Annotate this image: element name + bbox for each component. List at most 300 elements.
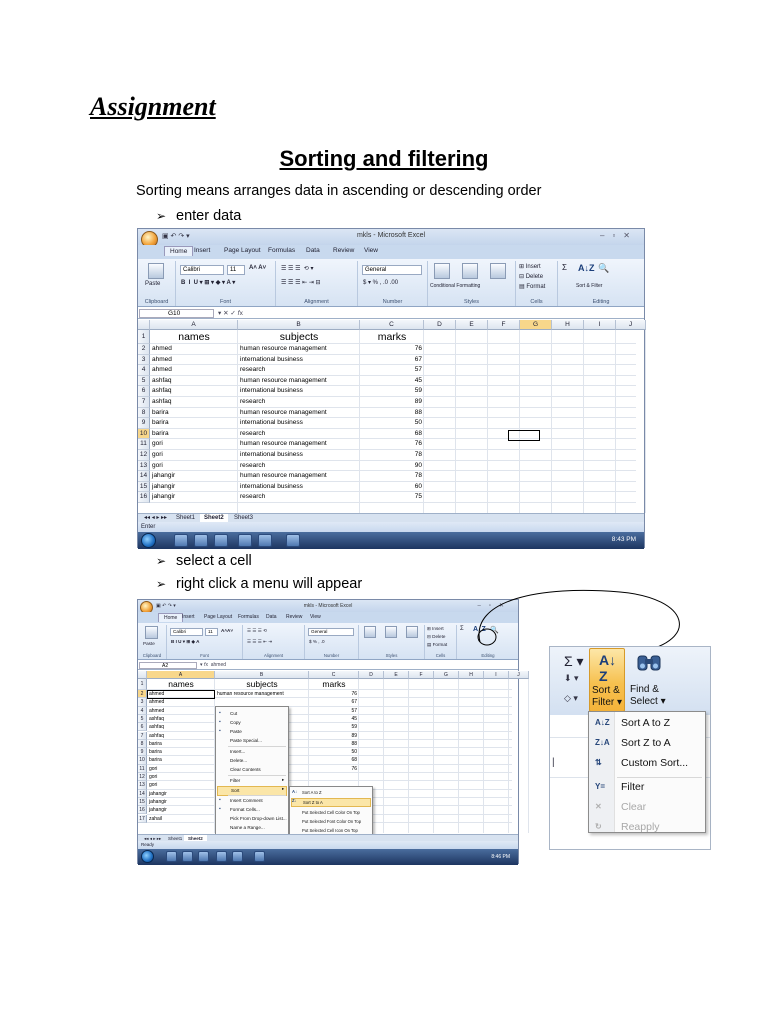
context-item-filter[interactable]: Filter (230, 778, 241, 783)
taskbar-word-icon[interactable] (232, 851, 243, 862)
cell-subject[interactable]: research (240, 493, 266, 501)
autosum-icon[interactable]: Σ (460, 626, 464, 632)
align-top-buttons[interactable]: ☰ ☰ ☰ ⟲ (247, 628, 268, 633)
row-header[interactable]: 7 (138, 397, 150, 408)
cell-marks[interactable]: 68 (414, 429, 422, 437)
context-item-copy[interactable]: Copy (230, 720, 241, 725)
sort-az-icon: A↓ Z (599, 652, 617, 684)
tab-insert[interactable]: Insert (182, 614, 195, 620)
name-box[interactable]: G10 (139, 309, 214, 318)
cell-name[interactable]: ashfaq (149, 715, 165, 722)
row-header[interactable]: 14 (138, 471, 150, 482)
group-label-styles: Styles (385, 653, 398, 658)
number-format-select[interactable]: General (308, 628, 354, 636)
cell-subject[interactable]: research (240, 398, 266, 405)
window-controls[interactable]: –▫✕ (600, 231, 638, 240)
bullet-enter-data: ➢ enter data (156, 208, 242, 224)
find-select-icon[interactable]: 🔍 (598, 263, 610, 273)
format-cells-button[interactable]: ▤ Format (427, 642, 448, 647)
sheet-tab-1[interactable]: Sheet1 (168, 836, 183, 841)
row-header[interactable]: 4 (138, 365, 150, 376)
taskbar-excel-icon[interactable] (254, 851, 265, 862)
status-bar (138, 841, 518, 849)
conditional-formatting-label: Conditional Formatting (430, 283, 481, 289)
tab-home[interactable]: Home (158, 613, 183, 622)
context-item-paste[interactable]: Paste (230, 729, 242, 734)
cell-subject[interactable]: international business (240, 355, 303, 363)
column-header-h[interactable]: H (552, 320, 584, 330)
cell-name[interactable]: gori (152, 461, 163, 469)
row-header[interactable]: 15 (138, 798, 147, 806)
submenu-arrow-icon: ▸ (282, 777, 285, 782)
column-header-i[interactable]: I (584, 320, 616, 330)
row-header[interactable]: 2 (138, 690, 147, 698)
sort-filter-menu-item: Clear (621, 801, 647, 813)
cell-name[interactable]: barira (152, 408, 169, 416)
menu-separator (228, 746, 286, 747)
column-header-i[interactable]: I (484, 671, 509, 679)
cell-subject[interactable]: international business (240, 387, 303, 395)
column-header-a[interactable]: A (147, 671, 215, 679)
sort-filter-menu-item[interactable]: Filter (621, 781, 645, 793)
cell-marks[interactable]: 57 (351, 707, 357, 714)
column-header-b[interactable]: B (238, 320, 360, 330)
format-as-table-icon[interactable] (385, 626, 397, 638)
cell-name[interactable]: ahmed (152, 355, 172, 363)
taskbar-word-icon[interactable] (258, 534, 272, 547)
sort-filter-button[interactable] (589, 648, 625, 712)
menu-separator (228, 795, 286, 796)
cell-subject[interactable]: human resource management (240, 345, 327, 352)
binoculars-icon[interactable] (636, 652, 662, 672)
start-button-icon[interactable] (141, 850, 154, 863)
column-title-subjects[interactable]: subjects (279, 331, 319, 343)
row-header[interactable]: 15 (138, 482, 150, 493)
active-cell-g10[interactable] (508, 430, 540, 441)
cell-marks[interactable]: 59 (351, 724, 357, 731)
context-item-name-a-range[interactable]: Name a Range... (230, 825, 265, 830)
cell-marks[interactable]: 76 (351, 691, 357, 697)
find-select-icon[interactable]: 🔍 (490, 627, 499, 634)
row-header[interactable]: 12 (138, 773, 147, 781)
spreadsheet-grid[interactable] (138, 320, 636, 513)
taskbar-app-icon[interactable] (216, 851, 227, 862)
cell-marks[interactable]: 60 (414, 482, 422, 490)
cell-name[interactable]: jahangir (149, 798, 167, 805)
column-gridline (487, 330, 488, 513)
window-title: mkls - Microsoft Excel (356, 232, 426, 239)
column-header-b[interactable]: B (215, 671, 309, 679)
editing-group (457, 625, 519, 659)
taskbar-folder-icon[interactable] (198, 851, 209, 862)
cell-name[interactable]: ahmed (149, 691, 165, 697)
formula-bar (138, 308, 644, 319)
cell-marks[interactable]: 45 (351, 715, 357, 722)
start-button-icon[interactable] (141, 533, 156, 548)
group-label-font: Font (200, 653, 209, 658)
column-header-f[interactable]: F (488, 320, 520, 330)
tab-data[interactable]: Data (266, 614, 277, 620)
cell-subject[interactable]: human resource management (240, 376, 327, 384)
column-gridline (583, 330, 584, 513)
find-select-label-1[interactable]: Find & (630, 684, 659, 695)
cell-marks[interactable]: 50 (414, 419, 422, 427)
grow-font-button[interactable]: A˄ A˅ (249, 265, 267, 271)
cell-name[interactable]: gori (152, 451, 163, 458)
cell-subject[interactable]: research (240, 366, 266, 374)
sheet-tabs (138, 834, 518, 841)
font-group (167, 625, 243, 659)
font-size-select[interactable]: 11 (227, 265, 245, 275)
row-header[interactable]: 13 (138, 461, 150, 472)
tab-page-layout[interactable]: Page Layout (204, 614, 233, 620)
select-all-corner[interactable] (138, 671, 147, 679)
cell-marks[interactable]: 89 (414, 398, 422, 405)
row-header[interactable]: 12 (138, 450, 150, 461)
row-header[interactable]: 10 (138, 429, 150, 440)
column-title-subjects[interactable]: subjects (246, 679, 278, 689)
column-header-j[interactable]: J (616, 320, 646, 330)
insert-cells-button[interactable]: ⊞ Insert (519, 264, 541, 270)
column-header-f[interactable]: F (409, 671, 434, 679)
ribbon (138, 623, 518, 660)
sort-submenu-item-sort-a-to-z[interactable]: Sort A to Z (302, 790, 322, 795)
cell-name[interactable]: jahangir (152, 482, 176, 490)
row-header[interactable]: 11 (138, 439, 150, 450)
tab-page-layout[interactable]: Page Layout (224, 247, 261, 254)
taskbar-media-icon[interactable] (194, 534, 208, 547)
tab-review[interactable]: Review (286, 614, 303, 620)
taskbar-excel-icon[interactable] (286, 534, 300, 547)
cell-name[interactable]: gori (149, 765, 158, 772)
format-as-table-icon[interactable] (462, 263, 478, 279)
context-item-pick-from-drop-down-list[interactable]: Pick From Drop-down List... (230, 816, 287, 821)
column-gridline (423, 330, 424, 513)
cell-name[interactable]: ashfaq (149, 732, 165, 739)
background-cell-edge: | (552, 757, 555, 768)
fx-icon[interactable]: ▾ ✕ ✓ 𝑓x (218, 310, 243, 317)
select-all-corner[interactable] (138, 320, 150, 330)
font-name-select[interactable]: Calibri (170, 628, 203, 636)
cell-name[interactable]: zahail (149, 815, 163, 822)
cell-name[interactable]: gori (149, 782, 158, 789)
sheet-tab-2[interactable]: Sheet2 (184, 835, 207, 842)
cell-marks[interactable]: 89 (351, 732, 357, 739)
group-label-font: Font (219, 299, 231, 305)
sort-submenu-item-sort-z-to-a[interactable]: Sort Z to A (291, 798, 371, 807)
column-gridline (458, 679, 459, 833)
context-item-insert[interactable]: Insert... (230, 749, 246, 754)
sheet-nav-arrows[interactable]: ◂◂ ◂ ▸ ▸▸ (144, 836, 162, 841)
arrow-bullet-icon: ➢ (156, 554, 167, 568)
column-header-g[interactable]: G (520, 320, 552, 330)
menu-separator (617, 777, 702, 778)
delete-cells-button[interactable]: ⊟ Delete (427, 634, 446, 639)
column-gridline (237, 330, 238, 513)
row-header[interactable]: 8 (138, 740, 147, 748)
tab-insert[interactable]: Insert (194, 247, 211, 254)
column-gridline (508, 679, 509, 833)
taskbar-ie-icon[interactable] (174, 534, 188, 547)
sort-filter-menu-item[interactable]: Sort Z to A (621, 737, 671, 749)
sheet-tab-3[interactable]: Sheet3 (234, 515, 254, 521)
clipboard-group (138, 625, 167, 659)
tab-formulas[interactable]: Formulas (268, 247, 296, 254)
paste-icon[interactable] (145, 626, 158, 639)
grow-font-button[interactable]: A˄A˅ (221, 628, 234, 633)
cell-marks[interactable]: 45 (414, 376, 422, 384)
cell-subject[interactable]: human resource management (240, 408, 327, 416)
tab-view[interactable]: View (310, 614, 321, 620)
row-header[interactable]: 2 (138, 344, 150, 355)
tab-formulas[interactable]: Formulas (238, 614, 259, 620)
cell-marks[interactable]: 67 (414, 355, 422, 363)
context-item-clear-contents[interactable]: Clear Contents (230, 767, 261, 772)
row-header[interactable]: 7 (138, 732, 147, 740)
cell-marks[interactable]: 50 (351, 749, 357, 756)
cell-name[interactable]: ashfaq (152, 398, 172, 405)
window-controls[interactable]: –▫✕ (477, 603, 512, 609)
sort-ascending-icon: A↓Z (595, 718, 610, 727)
title-bar (138, 600, 518, 612)
find-select-label-2[interactable]: Select ▾ (630, 696, 666, 707)
taskbar-media-icon[interactable] (182, 851, 193, 862)
column-header-a[interactable]: A (150, 320, 238, 330)
paste-label: Paste (145, 281, 161, 287)
taskbar-app-icon[interactable] (238, 534, 252, 547)
group-label-number: Number (323, 653, 340, 658)
column-gridline (455, 330, 456, 513)
sort-submenu-item-put-selected-cell-icon-on-top[interactable]: Put Selected Cell Icon On Top (302, 828, 358, 833)
tab-view[interactable]: View (364, 247, 378, 254)
currency-buttons[interactable]: $ ▾ % , .0 .00 (363, 280, 399, 286)
row-header[interactable]: 9 (138, 748, 147, 756)
fill-icon[interactable]: ⬇ ▾ (564, 673, 579, 683)
cell-subject[interactable]: research (240, 429, 266, 437)
cell-marks[interactable]: 88 (414, 408, 422, 416)
column-header-e[interactable]: E (384, 671, 409, 679)
cell-subject[interactable]: international business (240, 451, 303, 458)
cell-name[interactable]: jahangir (152, 493, 176, 501)
conditional-formatting-icon[interactable] (434, 263, 450, 279)
cell-name[interactable]: ashfaq (152, 387, 172, 395)
row-header[interactable]: 3 (138, 355, 150, 366)
row-header[interactable]: 5 (138, 376, 150, 387)
context-item-delete[interactable]: Delete... (230, 758, 248, 763)
context-item-insert-comment[interactable]: Insert Comment (230, 798, 263, 803)
cell-name[interactable]: ashfaq (149, 724, 165, 731)
cell-name[interactable]: barira (149, 749, 162, 756)
sheet-tab-2[interactable]: Sheet2 (200, 514, 228, 523)
font-size-select[interactable]: 11 (205, 628, 218, 636)
cell-name[interactable]: ashfaq (152, 376, 172, 384)
column-title-names[interactable]: names (178, 331, 210, 343)
insert-cells-button[interactable]: ⊞ Insert (427, 626, 444, 631)
column-header-j[interactable]: J (509, 671, 529, 679)
tab-review[interactable]: Review (333, 247, 355, 254)
name-box[interactable]: A2 (139, 662, 197, 669)
autosum-icon[interactable]: Σ ▾ (564, 653, 584, 669)
row-header[interactable]: 14 (138, 790, 147, 798)
cell-marks[interactable]: 67 (351, 699, 357, 706)
row-header[interactable]: 17 (138, 815, 147, 823)
taskbar-ie-icon[interactable] (166, 851, 177, 862)
column-header-c[interactable]: C (360, 320, 424, 330)
group-label-styles: Styles (464, 299, 479, 305)
cell-subject[interactable]: human resource management (217, 691, 284, 697)
cell-marks[interactable]: 88 (351, 740, 357, 747)
sheet-tab-1[interactable]: Sheet1 (176, 515, 196, 521)
sort-filter-icon[interactable]: A↓Z (473, 626, 486, 633)
row-header[interactable]: 5 (138, 715, 147, 723)
font-name-select[interactable]: Calibri (180, 265, 224, 275)
ribbon-tabs (138, 245, 644, 259)
column-gridline (645, 330, 646, 513)
intro-text: Sorting means arranges data in ascending or descending order (136, 183, 542, 199)
delete-cells-button[interactable]: ⊟ Delete (519, 274, 544, 280)
column-header-c[interactable]: C (309, 671, 359, 679)
column-title-names[interactable]: names (168, 679, 194, 689)
font-group (176, 261, 276, 306)
cell-name[interactable]: ahmed (149, 699, 165, 706)
row-header[interactable]: 3 (138, 698, 147, 706)
row-header[interactable]: 1 (138, 330, 150, 344)
conditional-formatting-icon[interactable] (364, 626, 376, 638)
row-header[interactable]: 16 (138, 492, 150, 503)
cell-name[interactable]: barira (149, 740, 162, 747)
sort-filter-dropdown-menu (588, 711, 706, 833)
cell-name[interactable]: jahangir (149, 790, 167, 797)
cell-marks[interactable]: 78 (414, 451, 422, 458)
cell-name[interactable]: barira (152, 419, 169, 427)
menu-icon-strip (589, 712, 615, 832)
bullet-right-click: ➢ right click a menu will appear (156, 576, 363, 592)
cell-name[interactable]: barira (149, 757, 162, 764)
cell-subject[interactable]: human resource management (240, 440, 327, 448)
sort-submenu-item-put-selected-font-color-on-top[interactable]: Put Selected Font Color On Top (302, 819, 362, 824)
cell-name[interactable]: gori (149, 774, 158, 780)
cell-marks[interactable]: 75 (414, 493, 422, 501)
cell-name[interactable]: ahmed (149, 707, 165, 714)
filter-icon: Y= (595, 782, 606, 791)
context-item-sort[interactable]: Sort (217, 786, 287, 796)
bold-italic-underline-buttons[interactable]: B I U ▾ ⊞ ◆ A (171, 639, 200, 644)
cell-styles-icon[interactable] (406, 626, 418, 638)
status-mode: Ready (141, 842, 155, 847)
row-header[interactable]: 6 (138, 386, 150, 397)
sort-filter-icon[interactable]: A↓Z (578, 263, 595, 273)
row-header[interactable]: 8 (138, 408, 150, 419)
clear-icon[interactable]: ◇ ▾ (564, 693, 578, 703)
cell-name[interactable]: barira (152, 429, 169, 437)
context-item-format-cells[interactable]: Format Cells... (230, 807, 260, 812)
column-header-d[interactable]: D (424, 320, 456, 330)
cell-subject[interactable]: international business (240, 482, 303, 490)
column-gridline (383, 679, 384, 833)
group-label-cells: Cells (530, 299, 543, 305)
cell-name[interactable]: ahmed (152, 345, 172, 352)
cell-marks[interactable]: 57 (414, 366, 422, 374)
cell-marks[interactable]: 76 (414, 440, 422, 448)
context-item-paste-special[interactable]: Paste Special... (230, 738, 262, 743)
column-title-marks[interactable]: marks (322, 679, 346, 689)
align-left-buttons[interactable]: ☰ ☰ ☰ ⇤ ⇥ (247, 639, 273, 644)
paste-icon[interactable] (148, 263, 164, 279)
cell-marks[interactable]: 68 (351, 757, 357, 764)
cell-styles-icon[interactable] (490, 263, 506, 279)
group-label-alignment: Alignment (304, 299, 329, 305)
autosum-icon[interactable]: Σ (562, 263, 567, 272)
taskbar-folder-icon[interactable] (214, 534, 228, 547)
sheet-nav-arrows[interactable]: ◂◂ ◂ ▸ ▸▸ (144, 515, 168, 521)
row-header[interactable]: 10 (138, 756, 147, 764)
cell-name[interactable]: ahmed (152, 366, 172, 374)
sort-filter-menu-item[interactable]: Sort A to Z (621, 717, 671, 729)
styles-group (428, 261, 516, 306)
cell-name[interactable]: jahangir (149, 807, 167, 814)
cell-marks[interactable]: 90 (414, 461, 422, 469)
cell-marks[interactable]: 59 (414, 387, 422, 395)
tab-data[interactable]: Data (306, 247, 320, 254)
column-gridline (615, 330, 616, 513)
cell-name[interactable]: gori (152, 440, 163, 448)
number-format-select[interactable]: General (362, 265, 422, 275)
excel-screenshot-enter-data (137, 228, 645, 548)
cell-marks[interactable] (311, 773, 357, 781)
formula-content[interactable]: ▾ 𝑓x ahmed (200, 662, 227, 668)
number-group (305, 625, 359, 659)
sort-submenu-item-put-selected-cell-color-on-top[interactable]: Put Selected Cell Color On Top (302, 810, 360, 815)
format-cells-button[interactable]: ▤ Format (519, 284, 546, 290)
context-item-cut[interactable]: Cut (230, 711, 238, 716)
cell-marks[interactable]: 78 (414, 472, 422, 480)
row-header[interactable]: 16 (138, 806, 147, 814)
status-mode: Enter (141, 524, 156, 530)
copy-icon: ▪ (219, 719, 221, 725)
cell-subject[interactable]: research (240, 461, 266, 469)
align-left-buttons[interactable]: ☰ ☰ ☰ ⇤ ⇥ ⊟ (281, 280, 321, 286)
tab-home[interactable]: Home (164, 246, 193, 256)
sort-filter-menu-item[interactable]: Custom Sort... (621, 757, 689, 769)
row-header[interactable]: 1 (138, 679, 147, 690)
column-header-d[interactable]: D (359, 671, 384, 679)
row-header[interactable]: 9 (138, 418, 150, 429)
align-top-buttons[interactable]: ☰ ☰ ☰ ⟲ ▾ (281, 266, 314, 272)
currency-buttons[interactable]: $ % , .0 (309, 639, 325, 644)
column-header-h[interactable]: H (459, 671, 484, 679)
column-header-g[interactable]: G (434, 671, 459, 679)
row-header[interactable]: 6 (138, 723, 147, 731)
clear-filter-icon: ✕ (595, 802, 602, 811)
row-header[interactable]: 11 (138, 765, 147, 773)
cell-name[interactable]: jahangir (152, 472, 176, 480)
number-group (358, 261, 428, 306)
column-title-marks[interactable]: marks (377, 331, 407, 343)
cell-marks[interactable]: 76 (351, 765, 357, 772)
active-cell-a2[interactable] (147, 690, 215, 699)
quick-access-toolbar[interactable]: ▣ ↶ ↷ ▾ (156, 603, 176, 609)
group-label-clipboard: Clipboard (144, 299, 169, 305)
cell-subject[interactable]: international business (240, 419, 303, 427)
row-header[interactable]: 4 (138, 707, 147, 715)
row-header[interactable]: 13 (138, 781, 147, 789)
quick-access-toolbar[interactable]: ▣ ↶ ↷ ▾ (162, 233, 190, 240)
cell-subject[interactable]: human resource management (240, 472, 327, 480)
cell-marks[interactable]: 76 (414, 345, 422, 352)
bold-italic-underline-buttons[interactable]: B I U ▾ ⊞ ▾ ◆ ▾ A ▾ (181, 280, 236, 286)
comment-icon: ▪ (219, 797, 221, 803)
column-header-e[interactable]: E (456, 320, 488, 330)
